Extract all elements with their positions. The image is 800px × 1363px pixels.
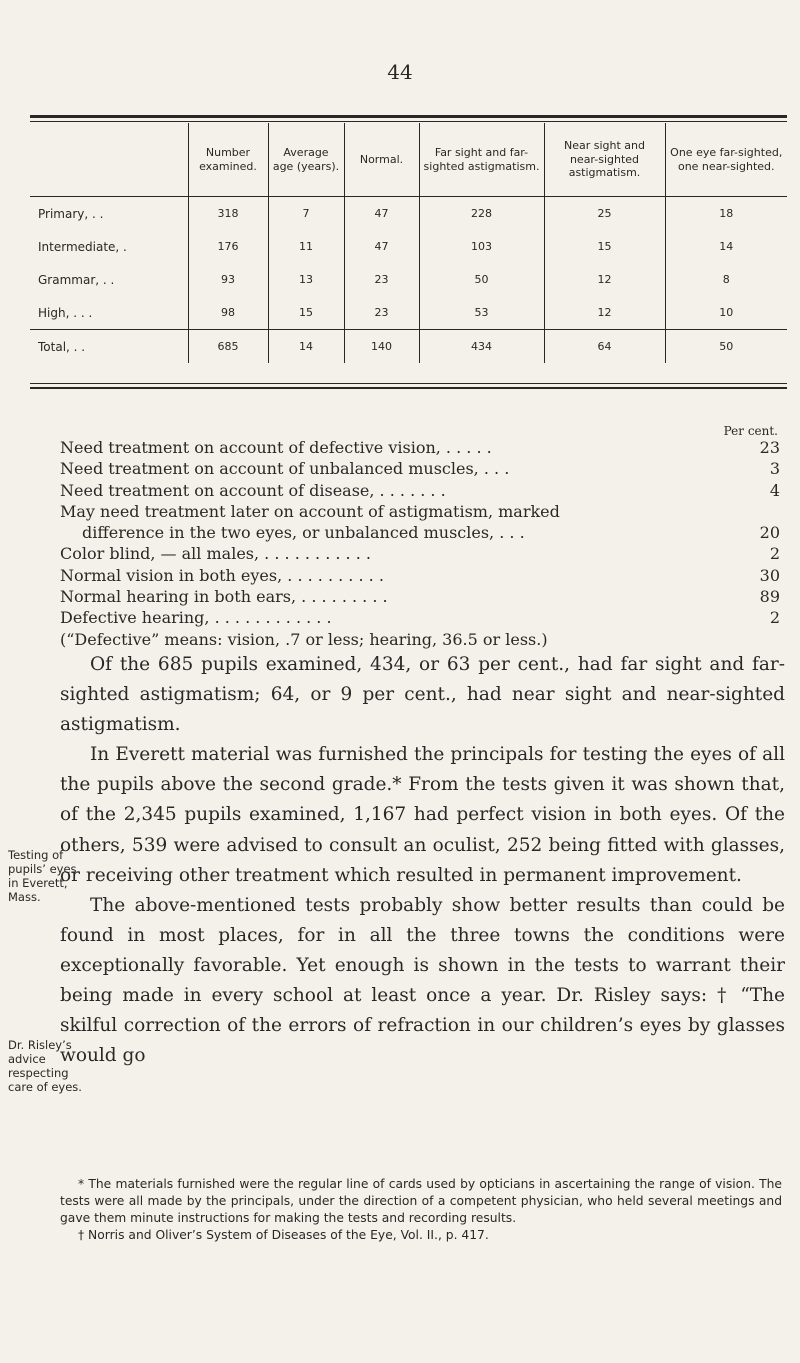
table-cell: 23 — [344, 296, 419, 330]
need-percent: 3 — [769, 459, 780, 479]
footnotes — [60, 1176, 782, 1244]
table-top-rule — [30, 115, 787, 118]
table-cell: 228 — [419, 197, 544, 231]
list-item — [60, 458, 780, 479]
header-normal: Normal. — [344, 123, 419, 197]
table-cell: 64 — [544, 330, 665, 364]
table-cell: 15 — [544, 230, 665, 263]
table-top-rule-thin — [30, 121, 787, 122]
table-cell: 47 — [344, 230, 419, 263]
table-cell: 11 — [268, 230, 344, 263]
row-label: Primary, . . — [38, 206, 104, 221]
header-one-eye: One eye far-sighted, one near-sighted. — [665, 123, 787, 197]
table-cell: 15 — [268, 296, 344, 330]
paragraph: In Everett material was furnished the principals for testing the eyes of all the pupils above the second grade.* From the tests given it was shown that, of the 2,345 pupils examined, 1,167 had perfect vision in both eyes. Of the others, 539 were advised to consult an oculist, 252 being fitted with glasses, or receiving other treatment which resulted in permanent improvement. — [60, 744, 785, 886]
header-average-age: Average age (years). — [268, 123, 344, 197]
table-cell: 685 — [188, 330, 268, 364]
need-label: Normal hearing in both ears, . . . . . . . . . — [60, 587, 388, 607]
table-cell: 47 — [344, 197, 419, 231]
table-cell: 140 — [344, 330, 419, 364]
table-row-primary — [30, 197, 787, 231]
footnote-star: * The materials furnished were the regular line of cards used by opticians in ascertaining the range of vision. The tests were all made by the principals, under the direction of a competent physician, who held several meetings and gave them minute instructions for making the tests and recording results. — [60, 1177, 782, 1225]
list-item — [60, 522, 780, 543]
row-label: Total, . . — [30, 330, 188, 364]
table-row-total — [30, 330, 787, 364]
paragraph: Of the 685 pupils examined, 434, or 63 per cent., had far sight and far-sighted astigmatism; 64, or 9 per cent., had near sight and near-sighted astigmatism. — [60, 654, 785, 736]
table-bottom-rule — [30, 383, 787, 384]
page-number: 44 — [387, 60, 413, 84]
header-near-sight: Near sight and near-sighted astigmatism. — [544, 123, 665, 197]
list-item — [60, 565, 780, 586]
row-label: Intermediate, . — [38, 239, 127, 254]
need-label: Defective hearing, . . . . . . . . . . . . — [60, 608, 332, 628]
table-cell: 98 — [188, 296, 268, 330]
list-item — [60, 501, 780, 522]
table-row-grammar — [30, 263, 787, 296]
need-percent: 2 — [769, 608, 780, 628]
need-percent: 23 — [759, 438, 780, 457]
table-cell: 176 — [188, 230, 268, 263]
defective-definition-note: (“Defective” means: vision, .7 or less; hearing, 36.5 or less.) — [60, 629, 548, 649]
table-cell: 18 — [665, 197, 787, 231]
table-cell: 7 — [268, 197, 344, 231]
table-cell: 50 — [665, 330, 787, 364]
body-text — [60, 650, 785, 1071]
table-cell: 12 — [544, 263, 665, 296]
list-item — [60, 607, 780, 628]
table-row-intermediate — [30, 230, 787, 263]
table-cell: 53 — [419, 296, 544, 330]
need-percent: 4 — [769, 480, 780, 500]
table-cell: 14 — [665, 230, 787, 263]
list-item — [60, 437, 780, 458]
table-cell: 14 — [268, 330, 344, 364]
table-cell: 103 — [419, 230, 544, 263]
list-item — [60, 480, 780, 501]
table-cell: 318 — [188, 197, 268, 231]
eye-statistics-table — [30, 123, 787, 363]
table-cell: 25 — [544, 197, 665, 231]
table-cell: 93 — [188, 263, 268, 296]
paragraph: The above-mentioned tests probably show better results than could be found in most places, for in all the three towns the conditions were exceptionally favorable. Yet enough is shown in the tests to warrant their being made in every school at least once a year. Dr. Risley says: † “The skilful correction of the errors of refraction in our children’s eyes by glasses would go — [60, 894, 785, 1067]
need-label: Need treatment on account of defective vision, . . . . . — [60, 438, 492, 457]
need-percent: 2 — [769, 544, 780, 564]
need-label: Normal vision in both eyes, . . . . . . . . . . — [60, 565, 384, 585]
table-bottom-rule-thick — [30, 387, 787, 389]
need-label: Need treatment on account of disease, . . . . . . . — [60, 480, 446, 500]
table-cell: 12 — [544, 296, 665, 330]
table-cell: 23 — [344, 263, 419, 296]
treatment-needs-list — [60, 437, 780, 650]
table-cell: 50 — [419, 263, 544, 296]
row-label: Grammar, . . — [38, 272, 115, 287]
sidenote-risley: Dr. Risley’s advice respecting care of eyes. — [8, 1038, 82, 1094]
table-header-row — [30, 123, 787, 197]
sidenote-testing: Testing of pupils’ eyes in Everett, Mass. — [8, 848, 77, 904]
header-number-examined: Number examined. — [188, 123, 268, 197]
header-far-sight: Far sight and far-sighted astigmatism. — [419, 123, 544, 197]
row-label: High, . . . — [38, 305, 93, 320]
need-label: May need treatment later on account of astigmatism, marked — [60, 501, 560, 521]
need-label: difference in the two eyes, or unbalanced muscles, . . . — [82, 523, 525, 543]
table-cell: 10 — [665, 296, 787, 330]
need-percent: 20 — [759, 523, 780, 543]
header-stub — [30, 123, 188, 197]
table-cell: 434 — [419, 330, 544, 364]
need-percent: 89 — [759, 587, 780, 607]
list-item — [60, 586, 780, 607]
table-row-high — [30, 296, 787, 330]
per-cent-header: Per cent. — [723, 424, 778, 438]
need-percent: 30 — [759, 565, 780, 585]
need-label: Need treatment on account of unbalanced muscles, . . . — [60, 459, 510, 479]
table-cell: 13 — [268, 263, 344, 296]
list-item — [60, 543, 780, 564]
table-cell: 8 — [665, 263, 787, 296]
footnote-dagger: † Norris and Oliver’s System of Diseases of the Eye, Vol. II., p. 417. — [78, 1228, 489, 1242]
need-label: Color blind, — all males, . . . . . . . . . . . — [60, 544, 371, 564]
